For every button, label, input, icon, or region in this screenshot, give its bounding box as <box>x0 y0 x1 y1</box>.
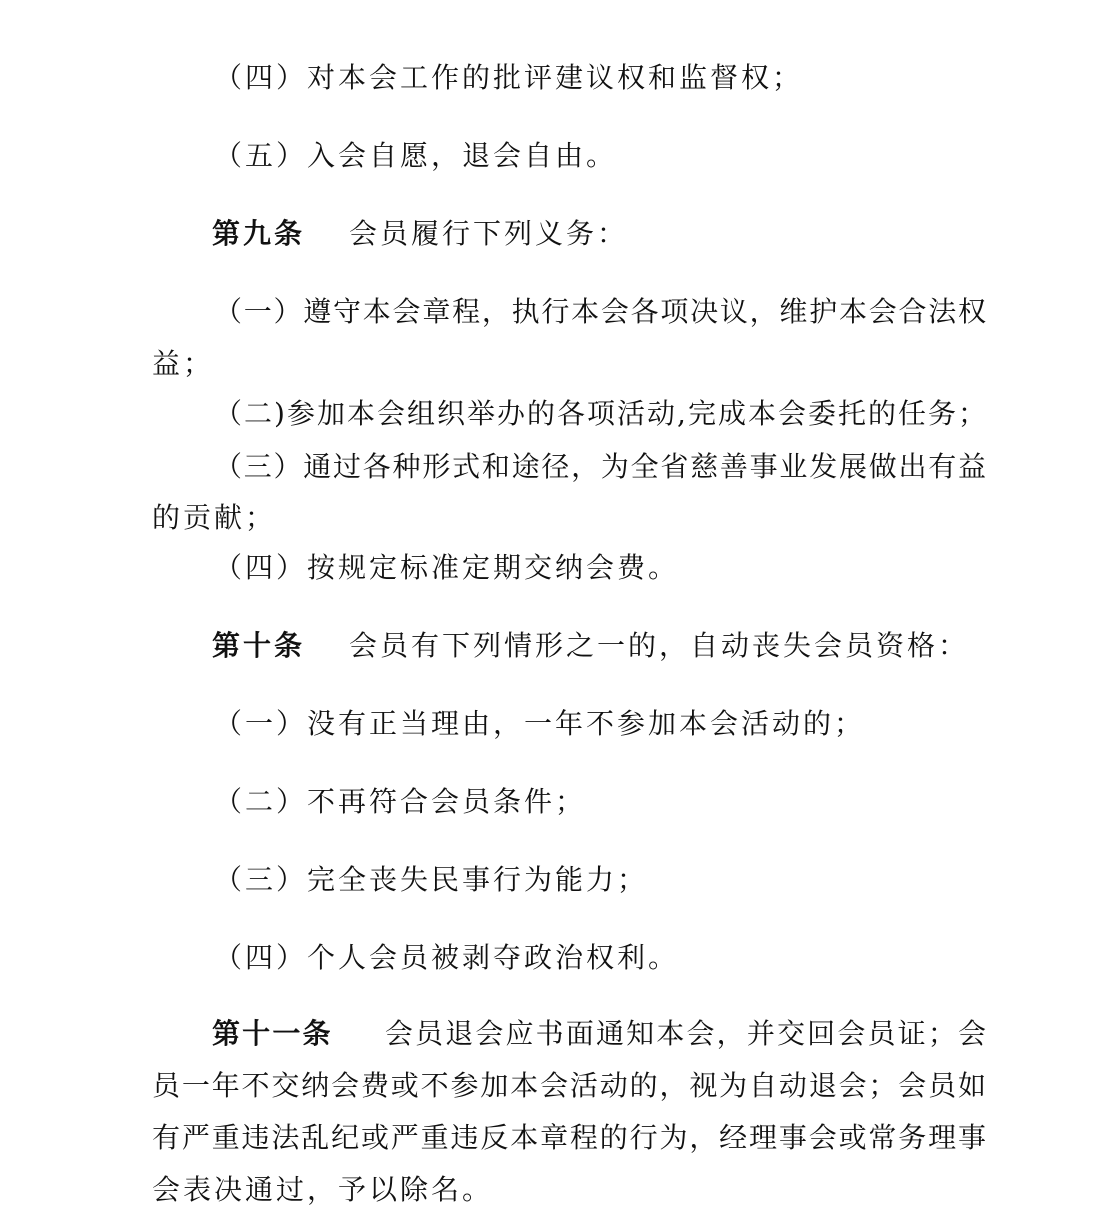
article-11-line3: 有严重违法乱纪或严重违反本章程的行为，经理事会或常务理事 <box>152 1121 986 1154</box>
loss-item-1: （一）没有正当理由，一年不参加本会活动的； <box>214 707 866 740</box>
loss-item-2: （二）不再符合会员条件； <box>214 785 587 818</box>
loss-item-3: （三）完全丧失民事行为能力； <box>214 863 649 896</box>
article-11-line4: 会表决通过，予以除名。 <box>152 1173 494 1206</box>
duty-item-1-line2: 益； <box>152 347 215 380</box>
right-item-5: （五）入会自愿，退会自由。 <box>214 139 618 172</box>
article-10-header <box>212 626 969 666</box>
duty-item-3-line1: （三）通过各种形式和途径，为全省慈善事业发展做出有益 <box>214 450 986 483</box>
right-item-4: （四）对本会工作的批评建议权和监督权； <box>214 61 804 94</box>
loss-item-4: （四）个人会员被剥夺政治权利。 <box>214 941 680 974</box>
article-9-title: 会员履行下列义务： <box>349 217 629 250</box>
article-10-heading: 第十条 <box>212 629 306 662</box>
duty-item-1-line1: （一）遵守本会章程，执行本会各项决议，维护本会合法权 <box>214 295 986 328</box>
article-11-line1 <box>212 1014 986 1054</box>
duty-item-2: （二)参加本会组织举办的各项活动,完成本会委托的任务； <box>214 397 986 430</box>
article-9-heading: 第九条 <box>212 217 306 250</box>
article-9-header <box>212 214 628 254</box>
article-10-title: 会员有下列情形之一的，自动丧失会员资格： <box>349 629 970 662</box>
article-11-text-1: 会员退会应书面通知本会，并交回会员证；会 <box>382 1017 986 1050</box>
article-11-line2: 员一年不交纳会费或不参加本会活动的，视为自动退会；会员如 <box>152 1069 986 1102</box>
duty-item-4: （四）按规定标准定期交纳会费。 <box>214 551 680 584</box>
article-11-heading: 第十一条 <box>212 1017 333 1050</box>
duty-item-3-line2: 的贡献； <box>152 501 277 534</box>
